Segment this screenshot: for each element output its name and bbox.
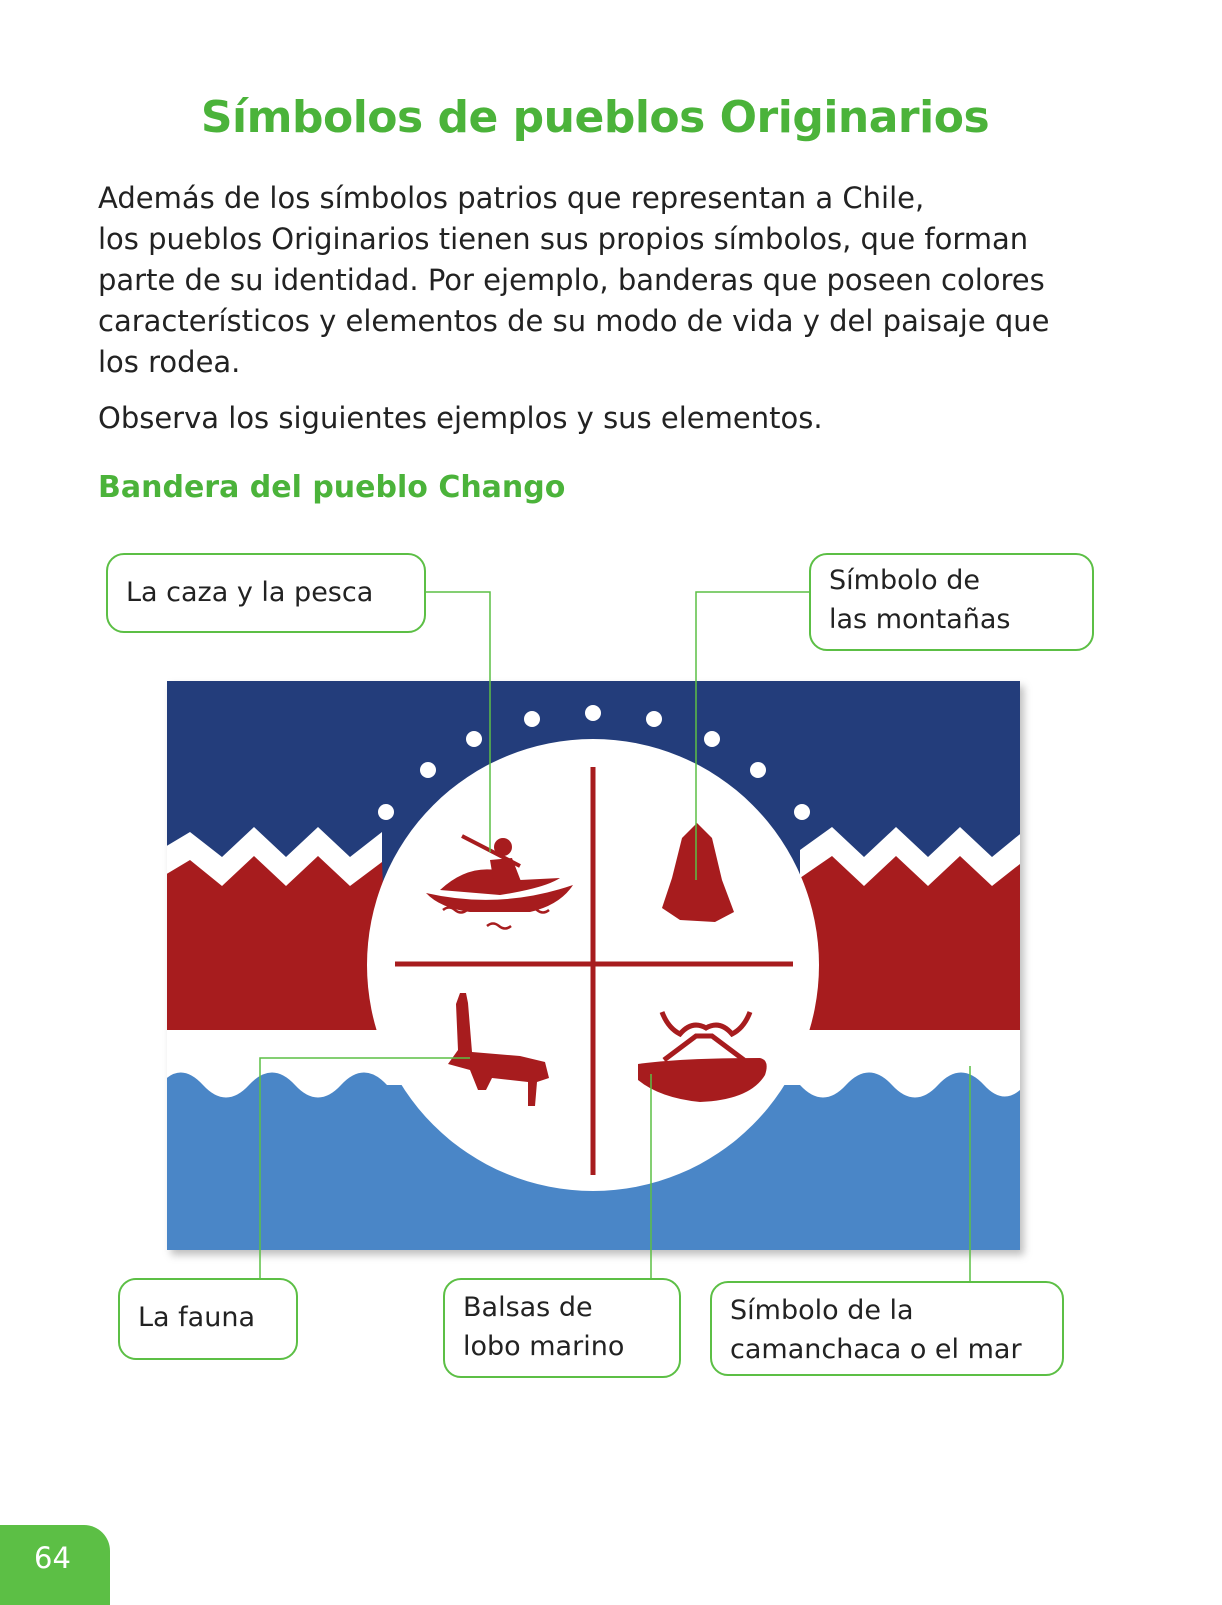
callout-rafts [443,1278,681,1378]
instruction-text: Observa los siguientes ejemplos y sus elementos. [98,401,823,435]
page-number-tab [0,1525,110,1605]
callout-hunting-fishing [106,553,426,633]
callout-text: las montañas [829,604,1011,635]
page-title: Símbolos de pueblos Originarios [200,92,990,143]
callout-text: La fauna [138,1302,255,1333]
intro-line: los rodea. [98,345,241,379]
callout-text: Símbolo de la [730,1295,914,1326]
callout-fauna [118,1278,298,1360]
callout-sea [710,1281,1064,1376]
intro-line: Además de los símbolos patrios que representan a Chile, [98,181,925,215]
intro-line: característicos y elementos de su modo de vida y del paisaje que [98,304,1050,338]
callout-text: La caza y la pesca [126,577,374,608]
flag-red-mountains-right [800,856,1025,1060]
chango-flag [160,681,1040,1255]
page-number: 64 [34,1541,71,1575]
intro-line: los pueblos Originarios tienen sus propios símbolos, que forman [98,222,1029,256]
callout-text: Símbolo de [829,565,980,596]
flag-red-mountains-left [160,856,390,1060]
callout-text: lobo marino [463,1331,625,1362]
callout-mountains [809,553,1094,651]
intro-line: parte de su identidad. Por ejemplo, banderas que poseen colores [98,263,1045,297]
callout-text: camanchaca o el mar [730,1334,1022,1365]
callout-text: Balsas de [463,1292,593,1323]
section-heading: Bandera del pueblo Chango [98,470,566,505]
